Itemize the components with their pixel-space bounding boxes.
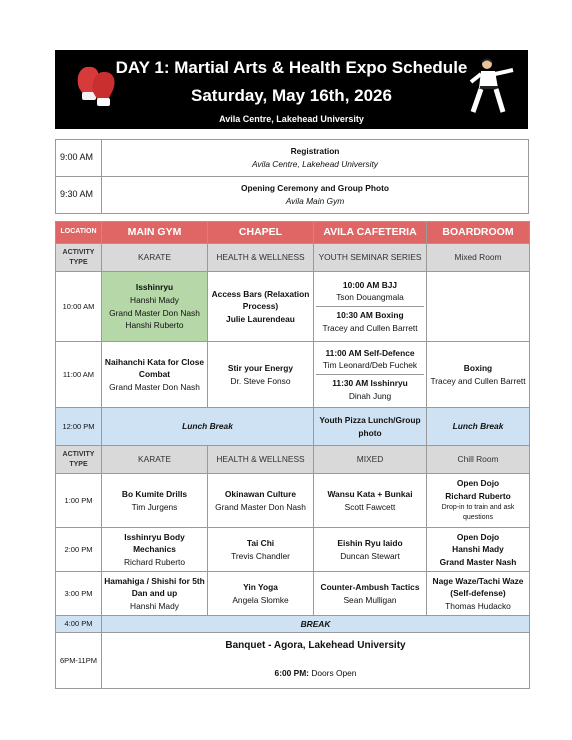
session-instructor: Hanshi Ruberto xyxy=(125,320,184,331)
event-place: Avila Main Gym xyxy=(285,196,345,206)
banquet-cell xyxy=(102,633,530,689)
session-title: 11:00 AM Self-Defence xyxy=(325,347,415,358)
time-cell: 11:00 AM xyxy=(56,342,102,408)
table-row xyxy=(56,177,529,214)
type-cell: MIXED xyxy=(314,446,427,474)
session-title: Tai Chi xyxy=(246,537,275,548)
session-cell xyxy=(314,528,427,572)
type-cell: YOUTH SEMINAR SERIES xyxy=(314,244,427,272)
session-cell xyxy=(427,528,530,572)
session-title: Isshinryu xyxy=(135,282,174,293)
boardroom-header: BOARDROOM xyxy=(427,222,530,244)
session-title: 10:30 AM Boxing xyxy=(336,310,404,320)
session-cell xyxy=(102,272,208,342)
session-instructor: Richard Ruberto xyxy=(445,491,511,501)
session-cell xyxy=(314,474,427,528)
session-cell xyxy=(314,342,427,408)
event-title: Registration xyxy=(290,146,340,157)
type-cell: KARATE xyxy=(102,244,208,272)
table-row xyxy=(56,140,529,177)
session-instructor: Thomas Hudacko xyxy=(445,600,511,611)
session-title: 10:00 AM BJJ xyxy=(342,279,398,290)
banner-title: DAY 1: Martial Arts & Health Expo Schedule xyxy=(115,58,468,77)
session-title: Boxing xyxy=(463,362,493,373)
event-cell xyxy=(102,177,529,214)
session-cell xyxy=(208,528,314,572)
activity-type-label: ACTIVITY TYPE xyxy=(56,244,102,272)
table-row xyxy=(56,272,530,342)
schedule-table xyxy=(55,221,530,689)
session-title: Bo Kumite Drills xyxy=(121,488,188,499)
empty-cell xyxy=(427,272,530,342)
event-cell xyxy=(102,140,529,177)
session-title: Open Dojo xyxy=(456,531,500,542)
session-instructor: Richard Ruberto xyxy=(124,556,185,567)
session-instructor: Tracey and Cullen Barrett xyxy=(430,375,526,386)
banner-date: Saturday, May 16th, 2026 xyxy=(191,86,392,105)
opening-table xyxy=(55,139,529,214)
session-title: Access Bars (Relaxation Process) xyxy=(211,288,310,312)
doors-line xyxy=(104,667,527,680)
type-cell: Chill Room xyxy=(427,446,530,474)
doors-label: Doors Open xyxy=(311,668,357,678)
session-instructor: Tracey and Cullen Barrett xyxy=(322,322,418,333)
session-cell xyxy=(314,272,427,342)
session-instructor: Tson Douangmala xyxy=(336,292,404,303)
session-instructor: Tim Leonard/Deb Fuchek xyxy=(322,360,418,371)
session-cell xyxy=(208,272,314,342)
session-title: Stir your Energy xyxy=(227,362,294,373)
table-row xyxy=(56,244,530,272)
session-instructor: Tim Jurgens xyxy=(131,501,178,512)
session-divider xyxy=(316,306,424,334)
table-row xyxy=(56,446,530,474)
session-title: Isshinryu Body Mechanics xyxy=(124,531,185,555)
youth-lunch-cell: Youth Pizza Lunch/Group photo xyxy=(314,408,427,446)
table-row xyxy=(56,572,530,616)
session-note: Drop-in to train and ask questions xyxy=(441,503,515,522)
type-cell: HEALTH & WELLNESS xyxy=(208,244,314,272)
session-instructor: Dr. Steve Fonso xyxy=(230,375,291,386)
table-row xyxy=(56,616,530,633)
session-title: Counter-Ambush Tactics xyxy=(320,581,420,592)
table-row xyxy=(56,474,530,528)
lunch-break-cell: Lunch Break xyxy=(102,408,314,446)
time-cell: 2:00 PM xyxy=(56,528,102,572)
time-cell: 4:00 PM xyxy=(56,616,102,633)
session-instructor: Hanshi Mady xyxy=(452,544,504,555)
session-title: Naihanchi Kata for Close Combat xyxy=(104,356,205,380)
banner-venue: Avila Centre, Lakehead University xyxy=(219,114,364,124)
session-title: Nage Waze/Tachi Waze (Self-defense) xyxy=(432,575,524,599)
time-cell: 9:00 AM xyxy=(56,140,102,177)
time-cell: 12:00 PM xyxy=(56,408,102,446)
table-row xyxy=(56,222,530,244)
session-instructor: Trevis Chandler xyxy=(231,550,290,561)
banquet-title: Banquet - Agora, Lakehead University xyxy=(225,640,406,651)
table-row xyxy=(56,633,530,689)
session-cell xyxy=(102,474,208,528)
session-instructor: Sean Mulligan xyxy=(343,594,397,605)
session-title: Open Dojo xyxy=(456,478,500,489)
session-instructor: Dinah Jung xyxy=(348,390,392,401)
break-cell: BREAK xyxy=(102,616,530,633)
session-cell xyxy=(102,528,208,572)
time-cell: 9:30 AM xyxy=(56,177,102,214)
session-cell xyxy=(427,474,530,528)
time-cell: 10:00 AM xyxy=(56,272,102,342)
type-cell: Mixed Room xyxy=(427,244,530,272)
type-cell: KARATE xyxy=(102,446,208,474)
time-cell: 3:00 PM xyxy=(56,572,102,616)
session-title: Wansu Kata + Bunkai xyxy=(327,488,413,499)
table-row xyxy=(56,408,530,446)
time-cell: 1:00 PM xyxy=(56,474,102,528)
session-cell xyxy=(427,572,530,616)
header-banner xyxy=(55,50,528,129)
session-instructor: Duncan Stewart xyxy=(340,550,400,561)
chapel-header: CHAPEL xyxy=(208,222,314,244)
session-cell xyxy=(102,572,208,616)
session-cell xyxy=(208,342,314,408)
table-row xyxy=(56,342,530,408)
session-instructor: Hanshi Mady xyxy=(130,294,179,305)
session-instructor: Scott Fawcett xyxy=(344,501,396,512)
event-place: Avila Centre, Lakehead University xyxy=(251,159,378,169)
session-instructor: Hanshi Mady xyxy=(130,600,179,611)
type-cell: HEALTH & WELLNESS xyxy=(208,446,314,474)
session-divider xyxy=(316,374,424,402)
location-header: LOCATION xyxy=(56,222,102,244)
time-cell: 6PM-11PM xyxy=(56,633,102,689)
session-instructor: Grand Master Don Nash xyxy=(215,501,306,512)
lunch-break-cell: Lunch Break xyxy=(427,408,530,446)
session-cell xyxy=(314,572,427,616)
session-instructor: Grand Master Don Nash xyxy=(109,307,200,318)
session-title: Eishin Ryu Iaido xyxy=(337,537,403,548)
session-title: Yin Yoga xyxy=(243,581,278,592)
event-title: Opening Ceremony and Group Photo xyxy=(241,183,389,194)
main-gym-header: MAIN GYM xyxy=(102,222,208,244)
session-title: Okinawan Culture xyxy=(224,488,297,499)
session-instructor: Grand Master Don Nash xyxy=(109,381,200,392)
activity-type-label: ACTIVITY TYPE xyxy=(56,446,102,474)
session-title: 11:30 AM Isshinryu xyxy=(332,378,408,388)
cafeteria-header: AVILA CAFETERIA xyxy=(314,222,427,244)
session-instructor: Grand Master Nash xyxy=(439,556,517,567)
table-row xyxy=(56,528,530,572)
session-cell xyxy=(102,342,208,408)
doors-time: 6:00 PM: xyxy=(274,668,309,678)
session-instructor: Julie Laurendeau xyxy=(226,313,295,324)
session-instructor: Angela Slomke xyxy=(232,594,289,605)
session-cell xyxy=(208,572,314,616)
session-title: Hamahiga / Shishi for 5th Dan and up xyxy=(104,575,205,599)
session-cell xyxy=(427,342,530,408)
session-cell xyxy=(208,474,314,528)
